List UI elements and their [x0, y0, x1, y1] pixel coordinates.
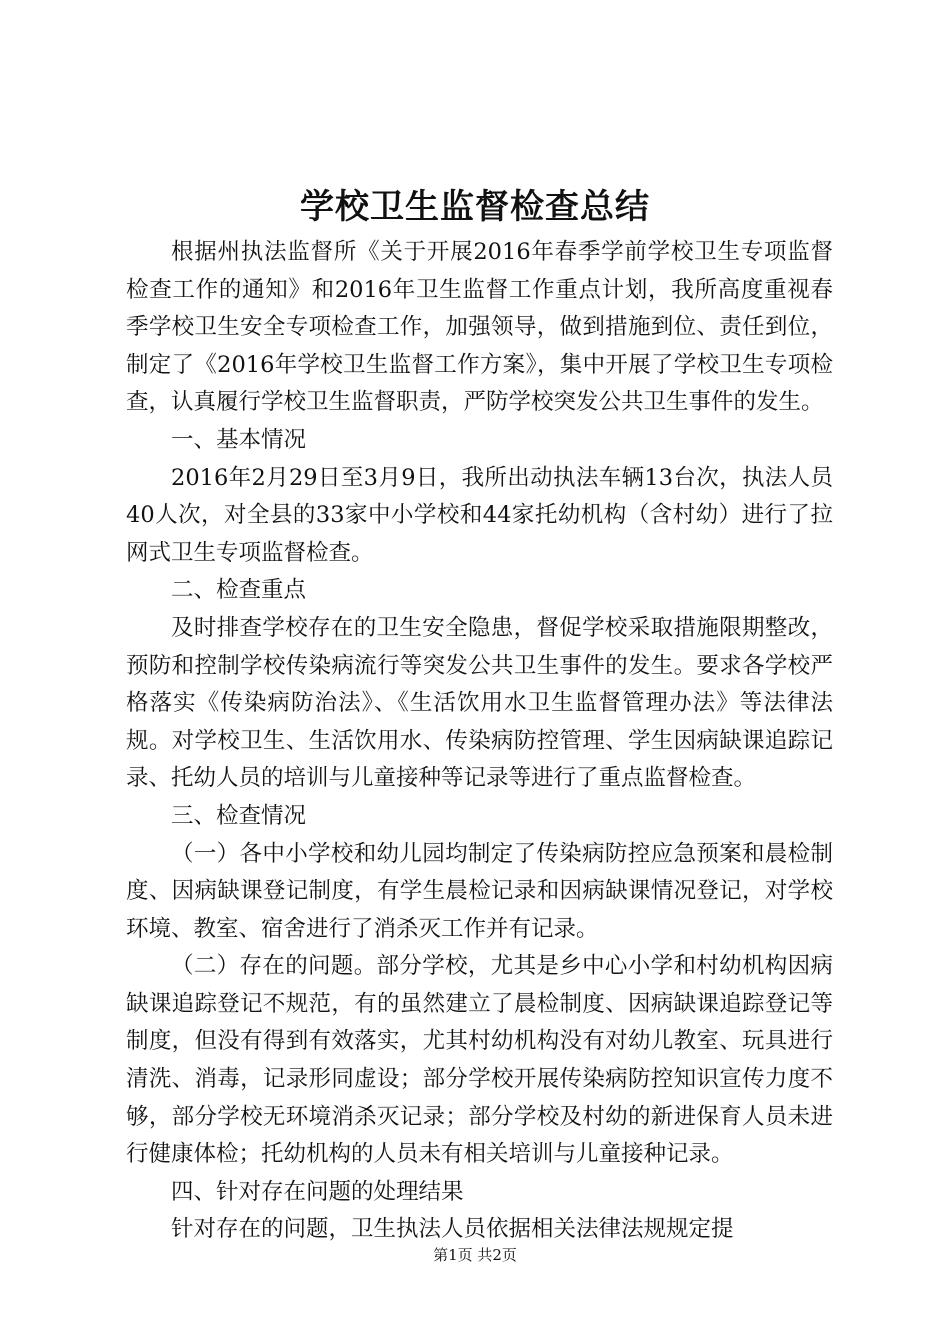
- handling-results-paragraph: 针对存在的问题，卫生执法人员依据相关法律法规规定提: [171, 1216, 734, 1243]
- document-title: 学校卫生监督检查总结: [300, 187, 650, 227]
- inspection-status-paragraph-1: （一）各中小学校和幼儿园均制定了传染病防控应急预案和晨检制度、因病缺课登记制度，有学生晨检记录和因病缺课情况登记，对学校环境、教室、宿舍进行了消杀灭工作并有记录。: [126, 840, 833, 942]
- section-heading-basic-situation: 一、基本情况: [171, 426, 307, 453]
- section-heading-handling-results: 四、针对存在问题的处理结果: [171, 1178, 464, 1205]
- inspection-status-paragraph-2: （二）存在的问题。部分学校，尤其是乡中心小学和村幼机构因病缺课追踪登记不规范，有的虽然建立了晨检制度、因病缺课追踪登记等制度，但没有得到有效落实，尤其村幼机构没有对幼儿教室、玩具进行清洗、消毒，记录形同虚设；部分学校开展传染病防控知识宣传力度不够，部分学校无环境消杀灭记录；部分学校及村幼的新进保育人员未进行健康体检；托幼机构的人员未有相关培训与儿童接种记录。: [126, 953, 833, 1168]
- page-footer: 第1页 共2页: [433, 1246, 517, 1264]
- document-body: [126, 234, 833, 1249]
- section-heading-inspection-focus: 二、检查重点: [171, 577, 307, 604]
- intro-paragraph: 根据州执法监督所《关于开展2016年春季学前学校卫生专项监督检查工作的通知》和2016年卫生监督工作重点计划，我所高度重视春季学校卫生安全专项检查工作，加强领导，做到措施到位、责任到位，制定了《2016年学校卫生监督工作方案》，集中开展了学校卫生专项检查，认真履行学校卫生监督职责，严防学校突发公共卫生事件的发生。: [126, 239, 833, 416]
- inspection-focus-paragraph: 及时排查学校存在的卫生安全隐患，督促学校采取措施限期整改，预防和控制学校传染病流行等突发公共卫生事件的发生。要求各学校严格落实《传染病防治法》、《生活饮用水卫生监督管理办法》等法律法规。对学校卫生、生活饮用水、传染病防控管理、学生因病缺课追踪记录、托幼人员的培训与儿童接种等记录等进行了重点监督检查。: [126, 614, 833, 792]
- basic-situation-paragraph: 2016年2月29日至3月9日，我所出动执法车辆13台次，执法人员40人次，对全县的33家中小学校和44家托幼机构（含村幼）进行了拉网式卫生专项监督检查。: [126, 464, 833, 566]
- section-heading-inspection-status: 三、检查情况: [171, 802, 307, 829]
